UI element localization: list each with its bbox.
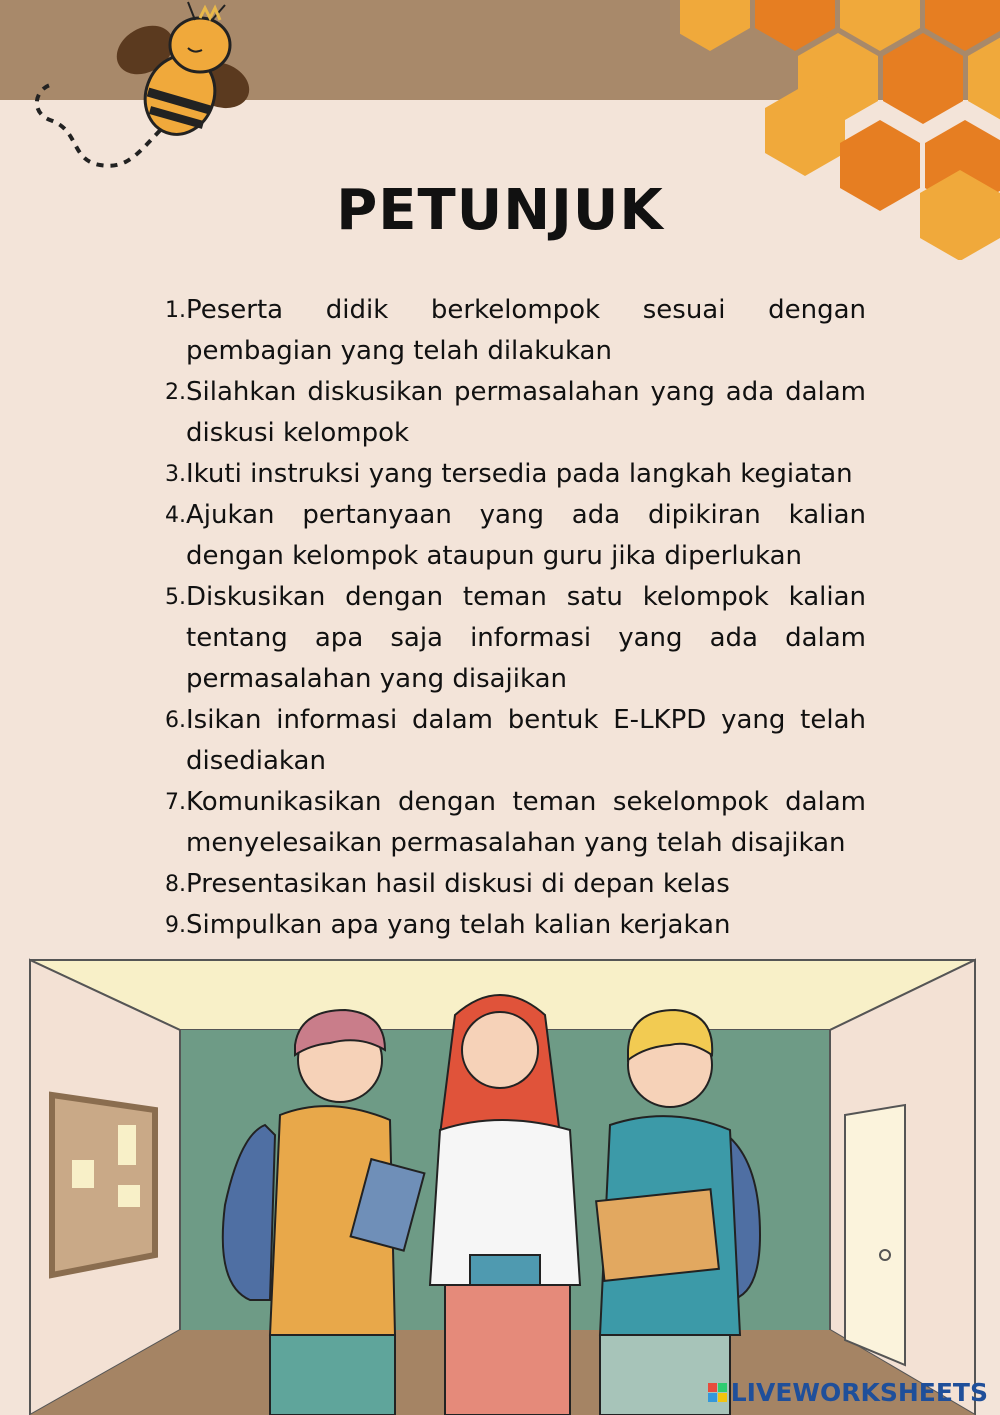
item-text: Isikan informasi dalam bentuk E-LKPD yang telah disediakan xyxy=(186,705,866,776)
item-text: Komunikasikan dengan teman sekelompok dalam menyelesaikan permasalahan yang telah disajikan xyxy=(186,787,866,858)
item-number: 3. xyxy=(165,462,186,487)
item-text: Presentasikan hasil diskusi di depan kelas xyxy=(186,869,730,899)
note-paper xyxy=(72,1160,94,1188)
item-text: Diskusikan dengan teman satu kelompok kalian tentang apa saja informasi yang ada dalam permasalahan yang disajikan xyxy=(186,582,866,694)
door xyxy=(845,1105,905,1365)
item-number: 5. xyxy=(165,585,186,610)
list-item xyxy=(158,454,866,495)
list-item xyxy=(158,700,866,782)
list-item xyxy=(158,495,866,577)
item-text: Peserta didik berkelompok sesuai dengan pembagian yang telah dilakukan xyxy=(186,295,866,366)
list-item xyxy=(158,577,866,700)
list-item xyxy=(158,372,866,454)
logo-icon xyxy=(708,1383,727,1402)
item-number: 8. xyxy=(165,872,186,897)
instruction-list xyxy=(158,290,866,946)
list-item xyxy=(158,290,866,372)
bee-illustration xyxy=(20,0,280,185)
list-item xyxy=(158,905,866,946)
item-number: 2. xyxy=(165,380,186,405)
watermark-text: LIVEWORKSHEETS xyxy=(730,1378,988,1407)
item-text: Simpulkan apa yang telah kalian kerjakan xyxy=(186,910,731,940)
item-text: Ajukan pertanyaan yang ada dipikiran kalian dengan kelompok ataupun guru jika diperlukan xyxy=(186,500,866,571)
classroom-illustration xyxy=(0,955,1000,1415)
note-paper xyxy=(118,1125,136,1165)
item-number: 4. xyxy=(165,503,186,528)
note-paper xyxy=(118,1185,140,1207)
item-number: 7. xyxy=(165,790,186,815)
list-item xyxy=(158,782,866,864)
item-text: Ikuti instruksi yang tersedia pada langkah kegiatan xyxy=(186,459,853,489)
liveworksheets-logo xyxy=(708,1378,988,1407)
item-number: 1. xyxy=(165,298,186,323)
item-text: Silahkan diskusikan permasalahan yang ada dalam diskusi kelompok xyxy=(186,377,866,448)
page-title: PETUNJUK xyxy=(336,178,664,243)
item-number: 6. xyxy=(165,708,186,733)
list-item xyxy=(158,864,866,905)
item-number: 9. xyxy=(165,913,186,938)
